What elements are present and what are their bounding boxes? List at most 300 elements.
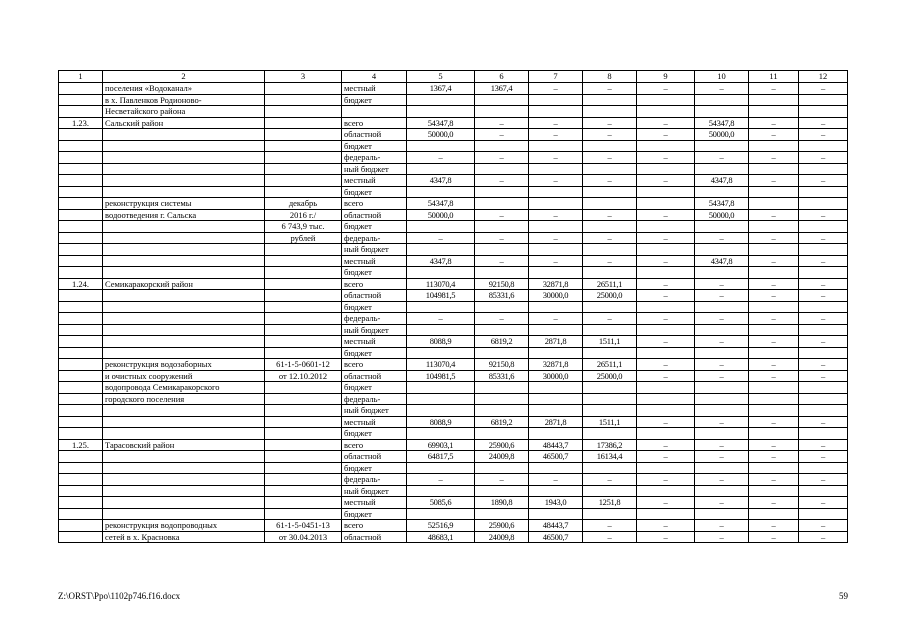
- table-cell: [59, 347, 103, 359]
- table-cell: –: [799, 232, 848, 244]
- table-cell: [529, 106, 583, 118]
- table-cell: Тарасовский район: [103, 439, 265, 451]
- table-cell: [407, 508, 475, 520]
- table-cell: –: [475, 129, 529, 141]
- table-cell: –: [749, 129, 799, 141]
- table-cell: [637, 347, 695, 359]
- table-cell: –: [695, 336, 749, 348]
- table-cell: [103, 232, 265, 244]
- table-cell: –: [749, 278, 799, 290]
- table-cell: –: [799, 416, 848, 428]
- table-cell: –: [637, 416, 695, 428]
- table-cell: местный: [342, 83, 407, 95]
- table-cell: 6819,2: [475, 336, 529, 348]
- table-cell: –: [637, 290, 695, 302]
- table-cell: [637, 221, 695, 233]
- table-row: [59, 198, 848, 210]
- table-cell: [799, 301, 848, 313]
- table-cell: 1251,8: [583, 497, 637, 509]
- table-cell: [695, 347, 749, 359]
- table-cell: [583, 244, 637, 256]
- table-cell: [475, 405, 529, 417]
- table-cell: –: [637, 83, 695, 95]
- table-cell: 25900,6: [475, 520, 529, 532]
- table-cell: –: [799, 117, 848, 129]
- table-cell: [475, 508, 529, 520]
- table-cell: [103, 451, 265, 463]
- table-row: [59, 83, 848, 95]
- table-cell: [407, 106, 475, 118]
- table-cell: [475, 140, 529, 152]
- table-cell: [265, 428, 342, 440]
- table-cell: 1511,1: [583, 416, 637, 428]
- table-cell: [265, 83, 342, 95]
- table-cell: [799, 485, 848, 497]
- table-cell: 25900,6: [475, 439, 529, 451]
- table-cell: –: [475, 474, 529, 486]
- table-cell: 104981,5: [407, 370, 475, 382]
- table-cell: –: [637, 451, 695, 463]
- table-cell: –: [475, 209, 529, 221]
- table-cell: [59, 474, 103, 486]
- table-cell: –: [583, 209, 637, 221]
- table-cell: 50000,0: [407, 129, 475, 141]
- table-cell: [59, 175, 103, 187]
- table-cell: [799, 94, 848, 106]
- table-cell: [59, 198, 103, 210]
- table-cell: 2016 г./: [265, 209, 342, 221]
- table-cell: [265, 497, 342, 509]
- table-cell: [103, 347, 265, 359]
- table-row: [59, 106, 848, 118]
- table-cell: 54347,8: [407, 117, 475, 129]
- table-cell: бюджет: [342, 140, 407, 152]
- table-cell: [59, 485, 103, 497]
- table-cell: [265, 451, 342, 463]
- table-cell: [475, 221, 529, 233]
- table-cell: [637, 267, 695, 279]
- table-cell: Несветайского района: [103, 106, 265, 118]
- table-cell: [265, 393, 342, 405]
- table-cell: [475, 94, 529, 106]
- table-cell: 2871,8: [529, 416, 583, 428]
- table-cell: –: [475, 152, 529, 164]
- table-cell: [59, 451, 103, 463]
- table-cell: 50000,0: [695, 209, 749, 221]
- table-cell: 25000,0: [583, 290, 637, 302]
- table-cell: ный бюджет: [342, 485, 407, 497]
- table-cell: [749, 382, 799, 394]
- table-cell: [637, 163, 695, 175]
- table-cell: [637, 94, 695, 106]
- table-cell: 17386,2: [583, 439, 637, 451]
- table-cell: [265, 416, 342, 428]
- table-cell: 30000,0: [529, 370, 583, 382]
- table-cell: [749, 405, 799, 417]
- table-row: [59, 152, 848, 164]
- table-cell: [637, 485, 695, 497]
- table-row: [59, 439, 848, 451]
- table-cell: [265, 485, 342, 497]
- table-cell: [59, 531, 103, 543]
- table-cell: [265, 152, 342, 164]
- table-cell: –: [695, 290, 749, 302]
- table-cell: [407, 428, 475, 440]
- table-cell: бюджет: [342, 347, 407, 359]
- table-row: [59, 462, 848, 474]
- table-row: [59, 347, 848, 359]
- table-cell: –: [695, 416, 749, 428]
- table-cell: [265, 267, 342, 279]
- table-cell: [529, 244, 583, 256]
- table-cell: –: [695, 451, 749, 463]
- table-cell: –: [749, 474, 799, 486]
- table-cell: [749, 301, 799, 313]
- table-row: [59, 278, 848, 290]
- table-cell: [637, 186, 695, 198]
- table-cell: 104981,5: [407, 290, 475, 302]
- page-number: 59: [839, 591, 848, 601]
- table-cell: [407, 301, 475, 313]
- table-cell: [59, 313, 103, 325]
- table-cell: –: [637, 531, 695, 543]
- table-cell: [637, 508, 695, 520]
- table-cell: [407, 186, 475, 198]
- table-cell: [407, 163, 475, 175]
- table-cell: [265, 462, 342, 474]
- table-cell: 50000,0: [695, 129, 749, 141]
- table-cell: [695, 106, 749, 118]
- table-cell: –: [749, 232, 799, 244]
- table-cell: 52516,9: [407, 520, 475, 532]
- table-cell: [475, 186, 529, 198]
- table-cell: [59, 359, 103, 371]
- table-cell: [637, 462, 695, 474]
- table-cell: ный бюджет: [342, 405, 407, 417]
- table-cell: [583, 301, 637, 313]
- table-cell: [59, 232, 103, 244]
- table-cell: –: [799, 439, 848, 451]
- table-cell: –: [407, 152, 475, 164]
- table-cell: [475, 428, 529, 440]
- column-header: 11: [749, 71, 799, 83]
- table-cell: [59, 106, 103, 118]
- table-cell: [637, 382, 695, 394]
- table-cell: [475, 347, 529, 359]
- table-cell: 4347,8: [695, 175, 749, 187]
- table-cell: [529, 94, 583, 106]
- column-header: 3: [265, 71, 342, 83]
- table-cell: –: [475, 255, 529, 267]
- table-cell: [407, 221, 475, 233]
- table-cell: федераль-: [342, 474, 407, 486]
- table-cell: [749, 428, 799, 440]
- table-cell: [583, 393, 637, 405]
- table-cell: [529, 301, 583, 313]
- table-row: [59, 129, 848, 141]
- table-cell: [799, 221, 848, 233]
- table-cell: областной: [342, 290, 407, 302]
- table-cell: 1.23.: [59, 117, 103, 129]
- table-cell: –: [529, 313, 583, 325]
- table-row: [59, 451, 848, 463]
- table-cell: [265, 140, 342, 152]
- table-cell: областной: [342, 451, 407, 463]
- table-cell: [103, 485, 265, 497]
- table-cell: от 12.10.2012: [265, 370, 342, 382]
- table-cell: [583, 186, 637, 198]
- table-cell: –: [583, 531, 637, 543]
- table-cell: [529, 508, 583, 520]
- table-cell: –: [749, 290, 799, 302]
- table-cell: бюджет: [342, 301, 407, 313]
- table-cell: [59, 186, 103, 198]
- table-cell: 32871,8: [529, 359, 583, 371]
- table-cell: –: [637, 336, 695, 348]
- table-cell: бюджет: [342, 186, 407, 198]
- table-cell: [103, 324, 265, 336]
- table-cell: областной: [342, 531, 407, 543]
- table-cell: –: [695, 232, 749, 244]
- footer-file-path: Z:\ORST\Ppo\1102p746.f16.docx: [58, 591, 181, 601]
- table-cell: –: [799, 313, 848, 325]
- table-cell: [265, 244, 342, 256]
- table-cell: [475, 301, 529, 313]
- table-cell: –: [529, 175, 583, 187]
- table-cell: –: [583, 232, 637, 244]
- table-cell: [265, 508, 342, 520]
- table-cell: 1.24.: [59, 278, 103, 290]
- table-cell: [103, 462, 265, 474]
- table-cell: 26511,1: [583, 278, 637, 290]
- table-cell: [799, 244, 848, 256]
- column-header: 4: [342, 71, 407, 83]
- table-cell: [583, 347, 637, 359]
- table-cell: –: [407, 313, 475, 325]
- table-cell: –: [583, 474, 637, 486]
- table-row: [59, 267, 848, 279]
- table-cell: [583, 198, 637, 210]
- table-cell: –: [475, 175, 529, 187]
- table-cell: 6 743,9 тыс.: [265, 221, 342, 233]
- table-cell: и очистных сооружений: [103, 370, 265, 382]
- table-cell: –: [529, 474, 583, 486]
- table-cell: –: [637, 129, 695, 141]
- table-cell: –: [749, 255, 799, 267]
- table-cell: [59, 209, 103, 221]
- table-cell: федераль-: [342, 393, 407, 405]
- table-cell: 69903,1: [407, 439, 475, 451]
- table-cell: –: [637, 117, 695, 129]
- column-header: 6: [475, 71, 529, 83]
- table-cell: [749, 324, 799, 336]
- table-cell: [583, 221, 637, 233]
- table-cell: [265, 405, 342, 417]
- table-row: [59, 209, 848, 221]
- table-cell: [695, 94, 749, 106]
- table-cell: [265, 175, 342, 187]
- table-row: [59, 324, 848, 336]
- table-cell: [637, 428, 695, 440]
- table-cell: –: [407, 232, 475, 244]
- table-cell: [59, 83, 103, 95]
- table-cell: –: [799, 359, 848, 371]
- table-cell: [265, 474, 342, 486]
- table-cell: [103, 244, 265, 256]
- table-cell: –: [749, 209, 799, 221]
- table-cell: –: [799, 336, 848, 348]
- table-cell: бюджет: [342, 382, 407, 394]
- table-cell: [583, 508, 637, 520]
- table-cell: Семикаракорский район: [103, 278, 265, 290]
- table-cell: [695, 508, 749, 520]
- table-cell: –: [529, 129, 583, 141]
- table-cell: –: [799, 129, 848, 141]
- table-cell: –: [637, 370, 695, 382]
- table-cell: [407, 462, 475, 474]
- table-cell: декабрь: [265, 198, 342, 210]
- table-cell: [59, 267, 103, 279]
- table-cell: –: [529, 232, 583, 244]
- table-cell: [59, 520, 103, 532]
- table-cell: [407, 244, 475, 256]
- table-cell: [583, 324, 637, 336]
- table-cell: 24009,8: [475, 451, 529, 463]
- table-row: [59, 163, 848, 175]
- table-header-row: [59, 71, 848, 83]
- table-cell: [695, 244, 749, 256]
- table-cell: [583, 428, 637, 440]
- table-cell: [59, 301, 103, 313]
- table-cell: [475, 393, 529, 405]
- table-cell: [529, 347, 583, 359]
- table-cell: –: [749, 520, 799, 532]
- table-cell: –: [583, 83, 637, 95]
- table-cell: [475, 267, 529, 279]
- table-cell: [265, 347, 342, 359]
- table-cell: всего: [342, 198, 407, 210]
- table-cell: [59, 497, 103, 509]
- table-cell: бюджет: [342, 508, 407, 520]
- table-row: [59, 117, 848, 129]
- table-cell: –: [475, 313, 529, 325]
- table-cell: местный: [342, 175, 407, 187]
- table-cell: [799, 508, 848, 520]
- table-cell: [407, 94, 475, 106]
- table-cell: –: [583, 117, 637, 129]
- table-cell: [265, 324, 342, 336]
- table-cell: [475, 485, 529, 497]
- table-cell: –: [799, 290, 848, 302]
- table-cell: [103, 508, 265, 520]
- table-cell: –: [799, 83, 848, 95]
- table-cell: 32871,8: [529, 278, 583, 290]
- column-header: 12: [799, 71, 848, 83]
- table-cell: –: [637, 359, 695, 371]
- table-row: [59, 531, 848, 543]
- table-cell: –: [799, 474, 848, 486]
- table-cell: [799, 382, 848, 394]
- table-cell: 1511,1: [583, 336, 637, 348]
- table-cell: –: [695, 278, 749, 290]
- table-cell: [529, 186, 583, 198]
- table-cell: [475, 462, 529, 474]
- table-cell: [59, 370, 103, 382]
- table-cell: –: [695, 439, 749, 451]
- table-cell: [59, 382, 103, 394]
- table-cell: [265, 117, 342, 129]
- table-cell: [695, 405, 749, 417]
- table-cell: в х. Павленков Родионово-: [103, 94, 265, 106]
- table-cell: [103, 497, 265, 509]
- table-cell: 8088,9: [407, 336, 475, 348]
- table-cell: –: [799, 152, 848, 164]
- table-cell: [695, 267, 749, 279]
- table-cell: водопровода Семикаракорского: [103, 382, 265, 394]
- table-cell: –: [749, 531, 799, 543]
- table-cell: [103, 221, 265, 233]
- table-cell: [749, 94, 799, 106]
- table-cell: 46500,7: [529, 531, 583, 543]
- table-cell: бюджет: [342, 267, 407, 279]
- column-header: 5: [407, 71, 475, 83]
- table-row: [59, 405, 848, 417]
- table-cell: 6819,2: [475, 416, 529, 428]
- table-cell: [799, 163, 848, 175]
- table-cell: [59, 290, 103, 302]
- table-cell: [265, 186, 342, 198]
- table-cell: [695, 186, 749, 198]
- table-cell: [695, 393, 749, 405]
- table-cell: 48443,7: [529, 439, 583, 451]
- table-cell: местный: [342, 336, 407, 348]
- table-cell: –: [583, 313, 637, 325]
- column-header: 1: [59, 71, 103, 83]
- table-cell: –: [695, 359, 749, 371]
- table-cell: городского поселения: [103, 393, 265, 405]
- table-cell: [583, 485, 637, 497]
- table-cell: [59, 416, 103, 428]
- table-cell: 48683,1: [407, 531, 475, 543]
- table-cell: –: [799, 451, 848, 463]
- table-row: [59, 255, 848, 267]
- table-cell: ный бюджет: [342, 324, 407, 336]
- table-cell: –: [529, 83, 583, 95]
- table-cell: [799, 393, 848, 405]
- table-cell: 113070,4: [407, 359, 475, 371]
- table-cell: [265, 301, 342, 313]
- table-cell: [637, 106, 695, 118]
- table-cell: 61-1-5-0601-12: [265, 359, 342, 371]
- table-cell: 4347,8: [695, 255, 749, 267]
- table-cell: федераль-: [342, 313, 407, 325]
- table-cell: [529, 163, 583, 175]
- table-cell: реконструкция водозаборных: [103, 359, 265, 371]
- table-row: [59, 416, 848, 428]
- table-cell: [529, 198, 583, 210]
- table-cell: [59, 221, 103, 233]
- table-cell: [637, 244, 695, 256]
- table-cell: всего: [342, 359, 407, 371]
- table-cell: федераль-: [342, 232, 407, 244]
- table-cell: ный бюджет: [342, 163, 407, 175]
- table-cell: [103, 140, 265, 152]
- table-cell: –: [749, 359, 799, 371]
- table-cell: 24009,8: [475, 531, 529, 543]
- table-cell: –: [583, 152, 637, 164]
- table-cell: –: [695, 474, 749, 486]
- table-cell: [695, 221, 749, 233]
